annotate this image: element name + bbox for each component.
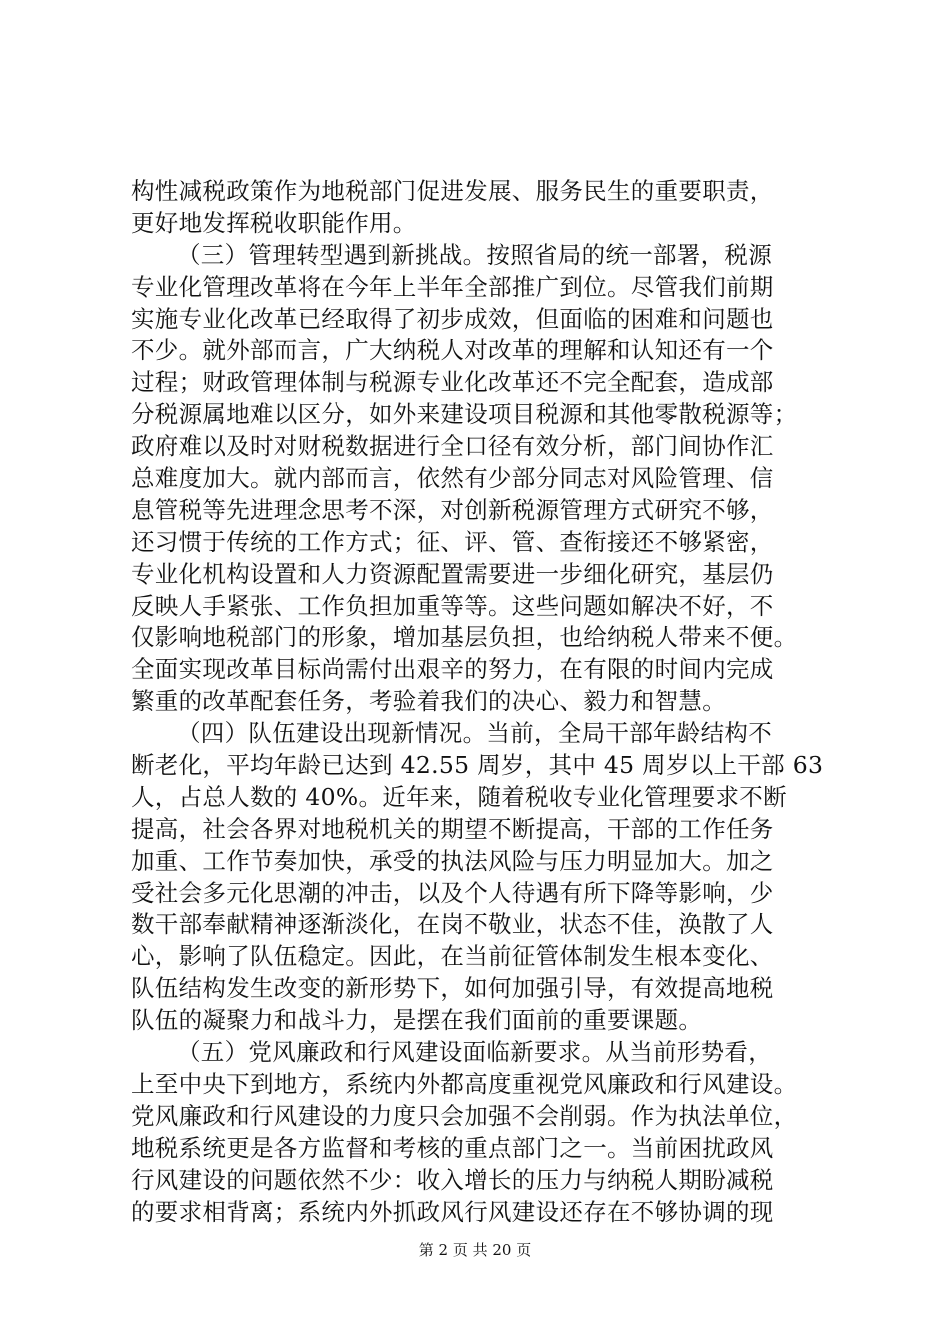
- text-line: （五）党风廉政和行风建设面临新要求。从当前形势看，: [177, 1038, 772, 1067]
- text-line: 受社会多元化思潮的冲击，以及个人待遇有所下降等影响，少: [131, 878, 774, 907]
- text-line: 心，影响了队伍稳定。因此，在当前征管体制发生根本变化、: [131, 942, 774, 971]
- body-text: [131, 176, 851, 1228]
- text-line: 总难度加大。就内部而言，依然有少部分同志对风险管理、信: [131, 464, 774, 493]
- text-line: 仅影响地税部门的形象，增加基层负担，也给纳税人带来不便。: [131, 623, 798, 652]
- text-line: 繁重的改革配套任务，考验着我们的决心、毅力和智慧。: [131, 687, 726, 716]
- text-line: 人，占总人数的 40%。近年来，随着税收专业化管理要求不断: [131, 782, 787, 811]
- text-line: 不少。就外部而言，广大纳税人对改革的理解和认知还有一个: [131, 336, 774, 365]
- text-line: 加重、工作节奏加快，承受的执法风险与压力明显加大。加之: [131, 846, 774, 875]
- text-line: （四）队伍建设出现新情况。当前，全局干部年龄结构不: [177, 719, 772, 748]
- text-line: 专业化管理改革将在今年上半年全部推广到位。尽管我们前期: [131, 272, 774, 301]
- text-line: （三）管理转型遇到新挑战。按照省局的统一部署，税源: [177, 240, 772, 269]
- text-line: 还习惯于传统的工作方式；征、评、管、查衔接还不够紧密，: [131, 527, 774, 556]
- text-line: 队伍的凝聚力和战斗力，是摆在我们面前的重要课题。: [131, 1006, 703, 1035]
- text-line: 上至中央下到地方，系统内外都高度重视党风廉政和行风建设。: [131, 1069, 798, 1098]
- text-line: 反映人手紧张、工作负担加重等等。这些问题如解决不好，不: [131, 591, 774, 620]
- text-line: 政府难以及时对财税数据进行全口径有效分析，部门间协作汇: [131, 432, 774, 461]
- text-line: 构性减税政策作为地税部门促进发展、服务民生的重要职责，: [131, 177, 774, 205]
- text-line: 数干部奉献精神逐渐淡化，在岗不敬业，状态不佳，涣散了人: [131, 910, 774, 939]
- text-line: 实施专业化改革已经取得了初步成效，但面临的困难和问题也: [131, 304, 774, 333]
- text-line: 断老化，平均年龄已达到 42.55 周岁，其中 45 周岁以上干部 63: [131, 751, 824, 780]
- text-line: 专业化机构设置和人力资源配置需要进一步细化研究，基层仍: [131, 559, 774, 588]
- text-line: 更好地发挥税收职能作用。: [131, 208, 417, 237]
- page-footer: 第 2 页 共 20 页: [418, 1241, 532, 1259]
- text-line: 党风廉政和行风建设的力度只会加强不会削弱。作为执法单位，: [131, 1101, 798, 1130]
- text-line: 地税系统更是各方监督和考核的重点部门之一。当前困扰政风: [131, 1133, 774, 1162]
- text-line: 分税源属地难以区分，如外来建设项目税源和其他零散税源等；: [131, 400, 798, 429]
- text-line: 的要求相背离；系统内外抓政风行风建设还存在不够协调的现: [131, 1197, 774, 1226]
- text-line: 队伍结构发生改变的新形势下，如何加强引导，有效提高地税: [131, 974, 774, 1003]
- text-line: 提高，社会各界对地税机关的期望不断提高，干部的工作任务: [131, 814, 774, 843]
- text-line: 全面实现改革目标尚需付出艰辛的努力，在有限的时间内完成: [131, 655, 774, 684]
- text-line: 过程；财政管理体制与税源专业化改革还不完全配套，造成部: [131, 368, 774, 397]
- text-line: 息管税等先进理念思考不深，对创新税源管理方式研究不够，: [131, 495, 774, 524]
- text-line: 行风建设的问题依然不少：收入增长的压力与纳税人期盼减税: [131, 1165, 774, 1194]
